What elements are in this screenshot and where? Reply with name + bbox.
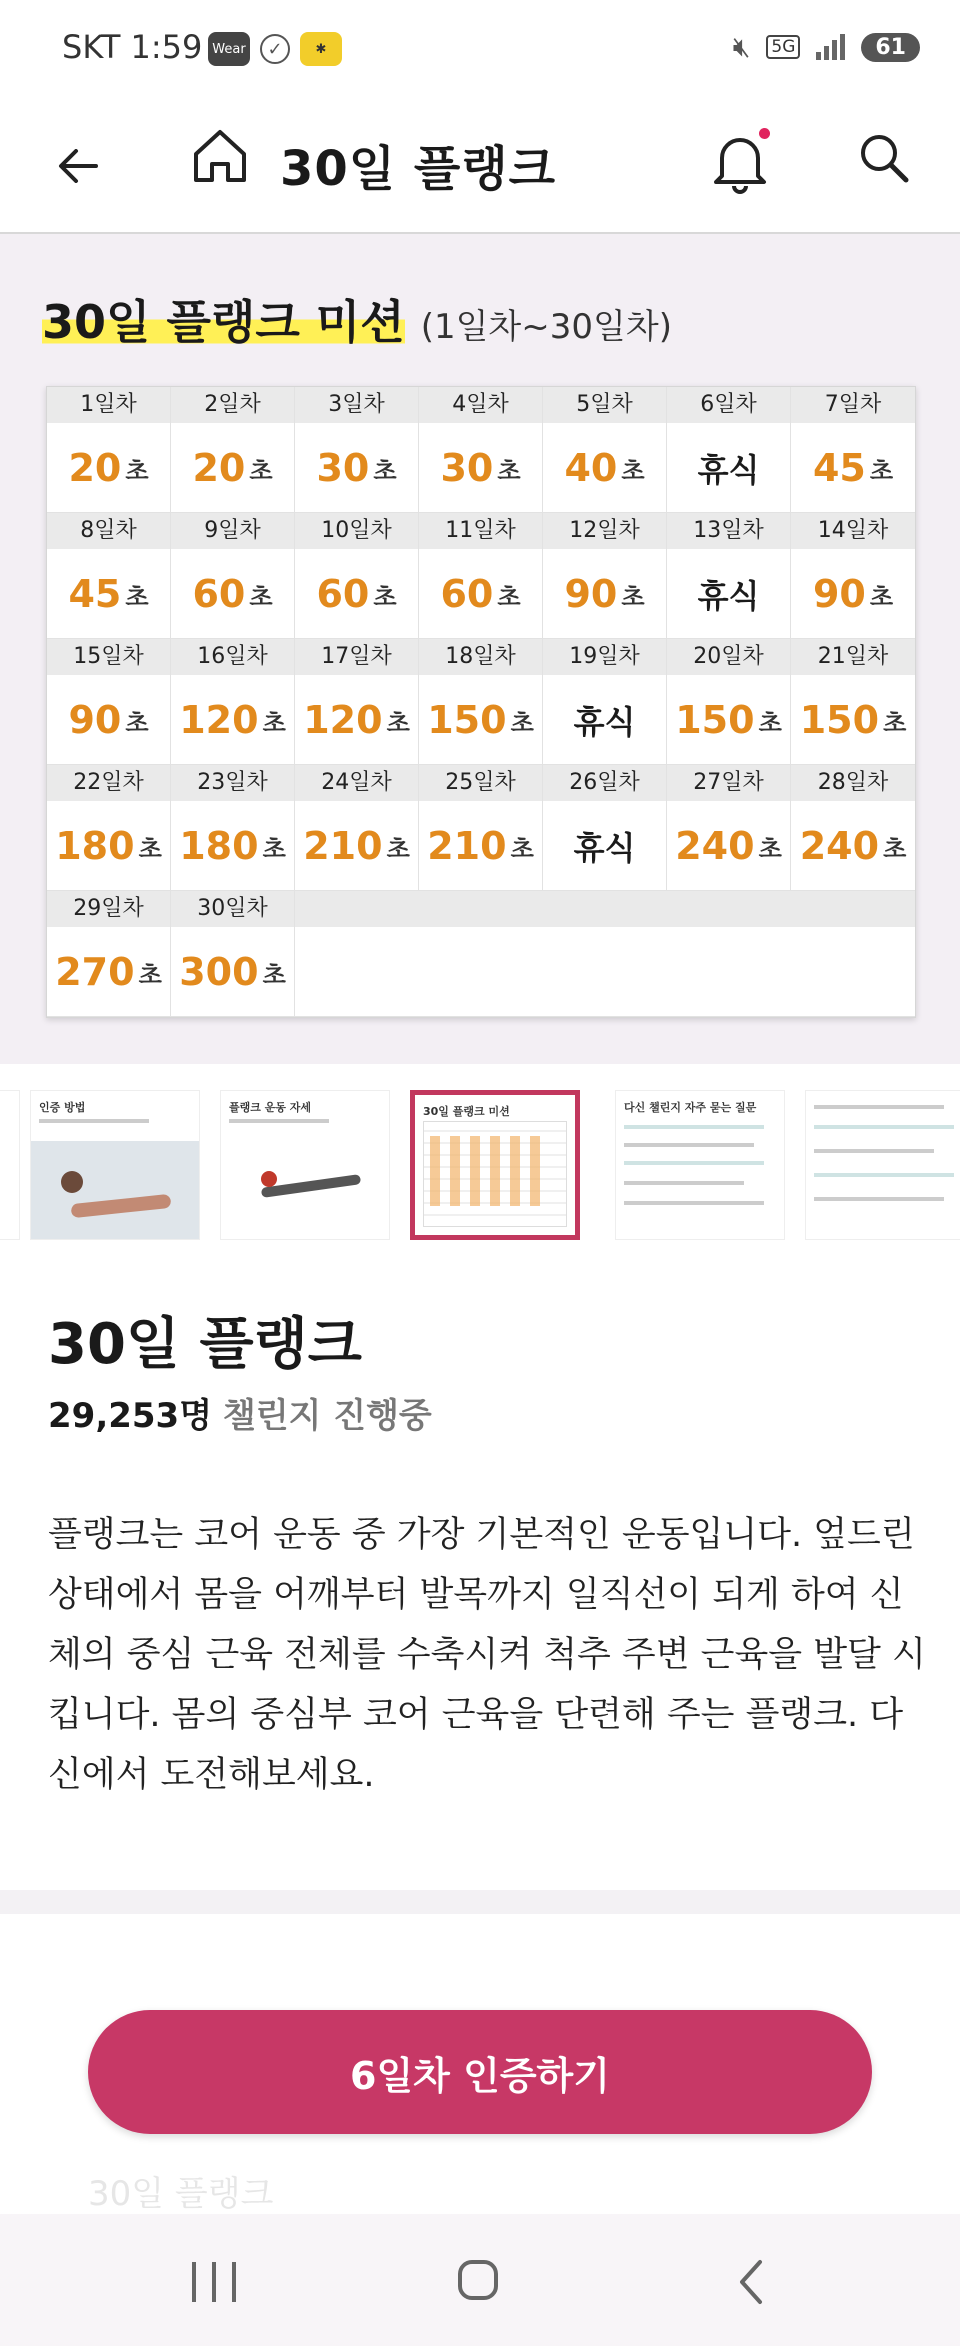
seconds-unit: 초 <box>869 582 894 611</box>
empty-cell-header <box>295 891 419 927</box>
empty-cell <box>543 891 667 1017</box>
day-target <box>543 801 666 891</box>
mission-day-cell <box>791 765 915 891</box>
signal-icon <box>816 34 845 60</box>
day-label: 20일차 <box>667 639 790 675</box>
day-target <box>171 927 294 1017</box>
seconds-unit: 초 <box>249 582 273 611</box>
thumbnail-text-line <box>624 1201 764 1205</box>
rest-day-label: 휴식 <box>573 703 636 741</box>
seconds-unit: 초 <box>373 582 397 611</box>
day-target <box>667 675 790 765</box>
thumbnail-text-line <box>39 1119 149 1123</box>
day-target <box>171 801 294 891</box>
seconds-value: 90 <box>812 572 866 616</box>
thumbnail-partial[interactable] <box>0 1090 20 1240</box>
day-label: 15일차 <box>47 639 170 675</box>
mission-day-cell <box>543 387 667 513</box>
day-target <box>419 423 542 513</box>
status-system-icons <box>733 30 920 64</box>
day-label: 16일차 <box>171 639 294 675</box>
seconds-value: 20 <box>192 446 246 490</box>
footer-ghost-title: 30일 플랭크 <box>88 2174 274 2214</box>
thumbnail-label: 플랭크 운동 자세 <box>229 1101 312 1114</box>
rest-day-label: 휴식 <box>697 577 760 615</box>
day-label: 19일차 <box>543 639 666 675</box>
mute-icon: 🔇︎ <box>732 30 751 63</box>
mission-day-cell <box>171 513 295 639</box>
day-target <box>791 675 915 765</box>
app-notification-icon: ✱ <box>300 32 342 66</box>
seconds-unit: 초 <box>758 834 782 863</box>
mission-day-cell <box>171 387 295 513</box>
day-target <box>791 549 915 639</box>
day-label: 12일차 <box>543 513 666 549</box>
seconds-unit: 초 <box>497 456 521 485</box>
thumbnail-text-line <box>624 1181 744 1185</box>
thumbnail-text-line <box>814 1197 944 1201</box>
seconds-unit: 초 <box>386 708 410 737</box>
day-target <box>667 423 790 513</box>
day-target <box>171 549 294 639</box>
seconds-unit: 초 <box>125 582 149 611</box>
day-target <box>47 549 170 639</box>
mission-subtitle: (1일차~30일차) <box>420 307 672 347</box>
mission-day-cell <box>171 765 295 891</box>
mission-day-cell <box>667 513 791 639</box>
seconds-unit: 초 <box>373 456 397 485</box>
thumbnail-mission-table[interactable] <box>410 1090 580 1240</box>
seconds-unit: 초 <box>621 456 645 485</box>
app-header <box>0 100 960 234</box>
day-target <box>543 423 666 513</box>
day-label: 2일차 <box>171 387 294 423</box>
day-target <box>791 801 915 891</box>
day-target <box>47 927 170 1017</box>
mission-day-cell <box>791 387 915 513</box>
day-label: 26일차 <box>543 765 666 801</box>
mission-day-cell <box>419 765 543 891</box>
day-target <box>667 801 790 891</box>
day-label: 17일차 <box>295 639 418 675</box>
day-target <box>47 801 170 891</box>
seconds-value: 40 <box>564 446 618 490</box>
mission-day-cell <box>419 513 543 639</box>
seconds-unit: 초 <box>262 960 286 989</box>
mission-day-cell <box>295 765 419 891</box>
day-label: 1일차 <box>47 387 170 423</box>
status-notification-icons <box>208 32 342 66</box>
thumbnail-faq-2[interactable] <box>805 1090 960 1240</box>
home-button[interactable] <box>190 126 254 190</box>
thumbnail-label: 인증 방법 <box>39 1101 86 1114</box>
arrow-left-icon <box>58 149 98 183</box>
seconds-value: 150 <box>427 698 507 742</box>
day-target <box>419 549 542 639</box>
plank-figure-head <box>261 1171 277 1187</box>
seconds-unit: 초 <box>138 834 162 863</box>
seconds-unit: 초 <box>249 456 273 485</box>
mission-day-cell <box>667 765 791 891</box>
mission-day-cell <box>791 513 915 639</box>
seconds-value: 210 <box>303 824 383 868</box>
day-label: 24일차 <box>295 765 418 801</box>
seconds-value: 60 <box>440 572 494 616</box>
notification-badge <box>759 128 770 139</box>
day-label: 25일차 <box>419 765 542 801</box>
day-label: 10일차 <box>295 513 418 549</box>
seconds-value: 210 <box>427 824 507 868</box>
thumbnail-text-line <box>624 1125 764 1129</box>
seconds-unit: 초 <box>510 834 534 863</box>
rest-day-label: 휴식 <box>573 829 636 867</box>
participant-label: 챌린지 진행중 <box>222 1396 432 1436</box>
thumbnail-faq[interactable] <box>615 1090 785 1240</box>
thumbnail-text-line <box>814 1173 954 1177</box>
day-target <box>47 423 170 513</box>
empty-cell <box>295 891 419 1017</box>
thumbnail-text-line <box>814 1105 944 1109</box>
seconds-unit: 초 <box>869 456 894 485</box>
seconds-value: 300 <box>179 950 259 994</box>
seconds-value: 240 <box>675 824 755 868</box>
mission-day-cell <box>47 639 171 765</box>
seconds-value: 270 <box>55 950 135 994</box>
thumbnail-how-to-verify[interactable] <box>30 1090 200 1240</box>
bell-icon <box>712 128 768 194</box>
plank-photo <box>31 1141 200 1240</box>
empty-cell-header <box>791 891 915 927</box>
seconds-value: 45 <box>812 446 866 490</box>
empty-cell <box>667 891 791 1017</box>
chevron-left-icon <box>732 2258 772 2306</box>
day-target <box>47 675 170 765</box>
seconds-value: 240 <box>799 824 880 868</box>
back-nav-button[interactable] <box>732 2258 780 2306</box>
day-target <box>667 549 790 639</box>
battery-icon: 61 <box>861 33 920 62</box>
mission-day-cell <box>47 387 171 513</box>
seconds-value: 120 <box>179 698 259 742</box>
seconds-value: 90 <box>564 572 618 616</box>
day-label: 23일차 <box>171 765 294 801</box>
mission-day-cell <box>543 513 667 639</box>
day-target <box>295 675 418 765</box>
seconds-value: 30 <box>316 446 370 490</box>
day-target <box>295 549 418 639</box>
day-label: 13일차 <box>667 513 790 549</box>
day-label: 30일차 <box>171 891 294 927</box>
day-target <box>543 549 666 639</box>
mission-day-cell <box>171 891 295 1017</box>
image-thumbnail-strip[interactable] <box>0 1080 960 1250</box>
day-target <box>419 675 542 765</box>
seconds-unit: 초 <box>883 834 907 863</box>
check-circle-icon: ✓ <box>260 34 290 64</box>
mission-title-text: 30일 플랭크 미션 <box>42 295 405 349</box>
empty-cell-header <box>667 891 791 927</box>
day-label: 9일차 <box>171 513 294 549</box>
challenge-title: 30일 플랭크 <box>48 1312 362 1377</box>
seconds-unit: 초 <box>510 708 534 737</box>
empty-cell-header <box>543 891 667 927</box>
seconds-value: 60 <box>316 572 370 616</box>
mission-day-cell <box>295 387 419 513</box>
mission-day-cell <box>47 765 171 891</box>
day-target <box>295 423 418 513</box>
mission-day-cell <box>667 387 791 513</box>
day-label: 7일차 <box>791 387 915 423</box>
verify-day-button[interactable]: 6일차 인증하기 <box>88 2010 872 2134</box>
day-label: 27일차 <box>667 765 790 801</box>
day-label: 6일차 <box>667 387 790 423</box>
participant-count: 29,253명 <box>48 1396 213 1436</box>
thumbnail-text-line <box>624 1143 754 1147</box>
recent-apps-button[interactable] <box>192 2262 236 2302</box>
day-label: 5일차 <box>543 387 666 423</box>
mini-table <box>423 1121 567 1227</box>
empty-cell-header <box>419 891 543 927</box>
thumbnail-text-line <box>624 1161 764 1165</box>
seconds-unit: 초 <box>262 708 286 737</box>
day-label: 18일차 <box>419 639 542 675</box>
day-label: 28일차 <box>791 765 915 801</box>
day-label: 14일차 <box>791 513 915 549</box>
rest-day-label: 휴식 <box>697 451 760 489</box>
mission-day-cell <box>171 639 295 765</box>
seconds-value: 45 <box>68 572 122 616</box>
seconds-unit: 초 <box>262 834 286 863</box>
seconds-unit: 초 <box>125 708 149 737</box>
thumbnail-text-line <box>814 1125 954 1129</box>
home-icon <box>190 126 250 186</box>
challenge-description: 플랭크는 코어 운동 중 가장 기본적인 운동입니다. 엎드린 상태에서 몸을 어깨부터 발목까지 일직선이 되게 하여 신체의 중심 근육 전체를 수축시켜 척추 주변 근육을 발달 시킵니다. 몸의 중심부 코어 근육을 단련해 주는 플랭크. 다신에서 도전해보세요. <box>48 1515 926 1795</box>
thumbnail-plank-posture[interactable] <box>220 1090 390 1240</box>
day-target <box>791 423 915 513</box>
mission-grid <box>47 387 915 1017</box>
seconds-unit: 초 <box>497 582 521 611</box>
day-label: 22일차 <box>47 765 170 801</box>
mission-day-cell <box>667 639 791 765</box>
thumbnail-text-line <box>229 1119 329 1123</box>
seconds-value: 90 <box>68 698 122 742</box>
mission-day-cell <box>419 387 543 513</box>
seconds-unit: 초 <box>758 708 782 737</box>
empty-cell <box>419 891 543 1017</box>
day-label: 4일차 <box>419 387 542 423</box>
mission-day-cell <box>295 513 419 639</box>
section-divider <box>0 1890 960 1914</box>
mission-day-cell <box>47 513 171 639</box>
day-label: 21일차 <box>791 639 915 675</box>
mission-schedule-table <box>46 386 916 1018</box>
seconds-value: 60 <box>192 572 246 616</box>
day-target <box>419 801 542 891</box>
day-label: 3일차 <box>295 387 418 423</box>
mission-day-cell <box>47 891 171 1017</box>
thumbnail-label: 30일 플랭크 미션 <box>423 1105 510 1118</box>
mission-day-cell <box>419 639 543 765</box>
notification-button[interactable] <box>712 128 776 200</box>
day-target <box>171 675 294 765</box>
mission-day-cell <box>295 639 419 765</box>
system-navigation-bar <box>0 2214 960 2346</box>
day-label: 11일차 <box>419 513 542 549</box>
day-label: 29일차 <box>47 891 170 927</box>
page-title: 30일 플랭크 <box>280 141 556 197</box>
network-icon: 5G <box>766 35 800 59</box>
mission-image[interactable] <box>0 234 960 1064</box>
seconds-value: 20 <box>68 446 122 490</box>
wear-icon: Wear <box>208 32 250 66</box>
day-label: 8일차 <box>47 513 170 549</box>
seconds-value: 150 <box>675 698 755 742</box>
home-nav-button[interactable] <box>458 2260 498 2300</box>
day-target <box>543 675 666 765</box>
seconds-value: 180 <box>55 824 135 868</box>
seconds-unit: 초 <box>883 708 907 737</box>
seconds-unit: 초 <box>621 582 645 611</box>
mission-day-cell <box>543 639 667 765</box>
status-bar <box>0 0 960 100</box>
thumbnail-label: 다신 챌린지 자주 묻는 질문 <box>624 1101 757 1114</box>
day-target <box>171 423 294 513</box>
empty-cell <box>791 891 915 1017</box>
participant-info <box>48 1388 432 1437</box>
seconds-unit: 초 <box>386 834 410 863</box>
seconds-value: 30 <box>440 446 494 490</box>
thumbnail-text-line <box>814 1149 934 1153</box>
mission-title <box>42 286 672 352</box>
mission-day-cell <box>791 639 915 765</box>
carrier-time: SKT 1:59 <box>62 28 203 66</box>
day-target <box>295 801 418 891</box>
seconds-unit: 초 <box>125 456 149 485</box>
seconds-value: 150 <box>799 698 880 742</box>
back-button[interactable] <box>48 136 108 196</box>
seconds-value: 180 <box>179 824 259 868</box>
seconds-value: 120 <box>303 698 383 742</box>
seconds-unit: 초 <box>138 960 162 989</box>
mission-day-cell <box>543 765 667 891</box>
search-icon <box>856 130 912 186</box>
search-button[interactable] <box>856 130 920 194</box>
